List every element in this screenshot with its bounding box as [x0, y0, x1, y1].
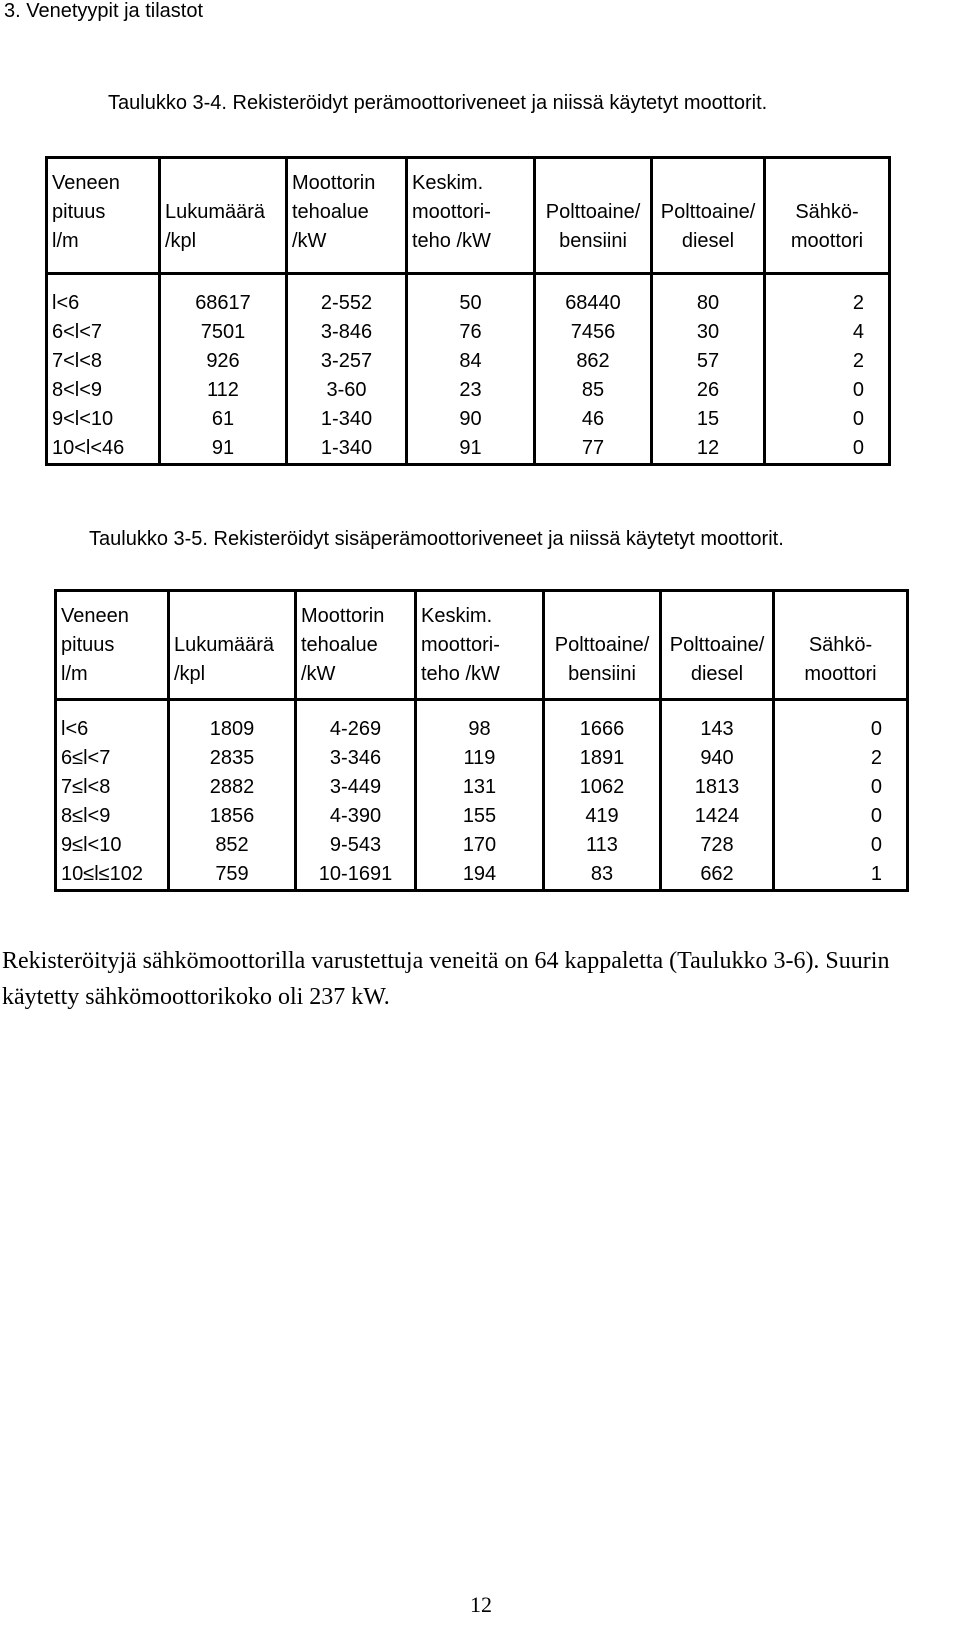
- column-header: Keskim. moottori- teho /kW: [416, 591, 544, 700]
- table-row: l<6 1809 4-269 98 1666 143 0: [56, 700, 908, 745]
- column-header: Sähkö- moottori: [774, 591, 908, 700]
- table-row: 10≤l≤102 759 10-1691 194 83 662 1: [56, 860, 908, 891]
- table-3-4: [45, 156, 891, 466]
- table-row: 8≤l<9 1856 4-390 155 419 1424 0: [56, 802, 908, 831]
- column-header: Veneen pituus l/m: [52, 172, 120, 252]
- table-row: 7<l<8 926 3-257 84 862 57 2: [47, 347, 890, 376]
- column-header: Keskim. moottori- teho /kW: [407, 158, 535, 274]
- table-3-4-caption: Taulukko 3-4. Rekisteröidyt perämoottoriveneet ja niissä käytetyt moottorit.: [108, 92, 768, 114]
- table-row: 9<l<10 61 1-340 90 46 15 0: [47, 405, 890, 434]
- page-number: 12: [470, 1592, 492, 1617]
- column-header: Polttoaine/ bensiini: [535, 158, 652, 274]
- table-body: [56, 700, 908, 891]
- column-header: Polttoaine/ diesel: [652, 158, 765, 274]
- table-row: 7≤l<8 2882 3-449 131 1062 1813 0: [56, 773, 908, 802]
- table-row: 6<l<7 7501 3-846 76 7456 30 4: [47, 318, 890, 347]
- column-header: Lukumäärä /kpl: [160, 158, 287, 274]
- table-row: 8<l<9 112 3-60 23 85 26 0: [47, 376, 890, 405]
- body-paragraph: Rekisteröityjä sähkömoottorilla varustettuja veneitä on 64 kappaletta (Taulukko 3-6). Suurin käytetty sähkömoottorikoko oli 237 kW.: [2, 948, 890, 1010]
- table-row: 10<l<46 91 1-340 91 77 12 0: [47, 434, 890, 465]
- table-row: 9≤l<10 852 9-543 170 113 728 0: [56, 831, 908, 860]
- table-3-5-caption: Taulukko 3-5. Rekisteröidyt sisäperämoottoriveneet ja niissä käytetyt moottorit.: [89, 528, 784, 550]
- running-header: 3. Venetyypit ja tilastot: [4, 0, 204, 22]
- column-header: Sähkö- moottori: [765, 158, 890, 274]
- table-body: [47, 274, 890, 465]
- table-3-5: [54, 589, 909, 892]
- column-header: Polttoaine/ diesel: [661, 591, 774, 700]
- table-row: l<6 68617 2-552 50 68440 80 2: [47, 274, 890, 319]
- column-header: Moottorin tehoalue /kW: [287, 158, 407, 274]
- table-header-row: [56, 591, 908, 700]
- table-header-row: [47, 158, 890, 274]
- column-header: Veneen pituus l/m: [61, 605, 129, 685]
- column-header: Moottorin tehoalue /kW: [296, 591, 416, 700]
- table-row: 6≤l<7 2835 3-346 119 1891 940 2: [56, 744, 908, 773]
- column-header: Lukumäärä /kpl: [169, 591, 296, 700]
- column-header: Polttoaine/ bensiini: [544, 591, 661, 700]
